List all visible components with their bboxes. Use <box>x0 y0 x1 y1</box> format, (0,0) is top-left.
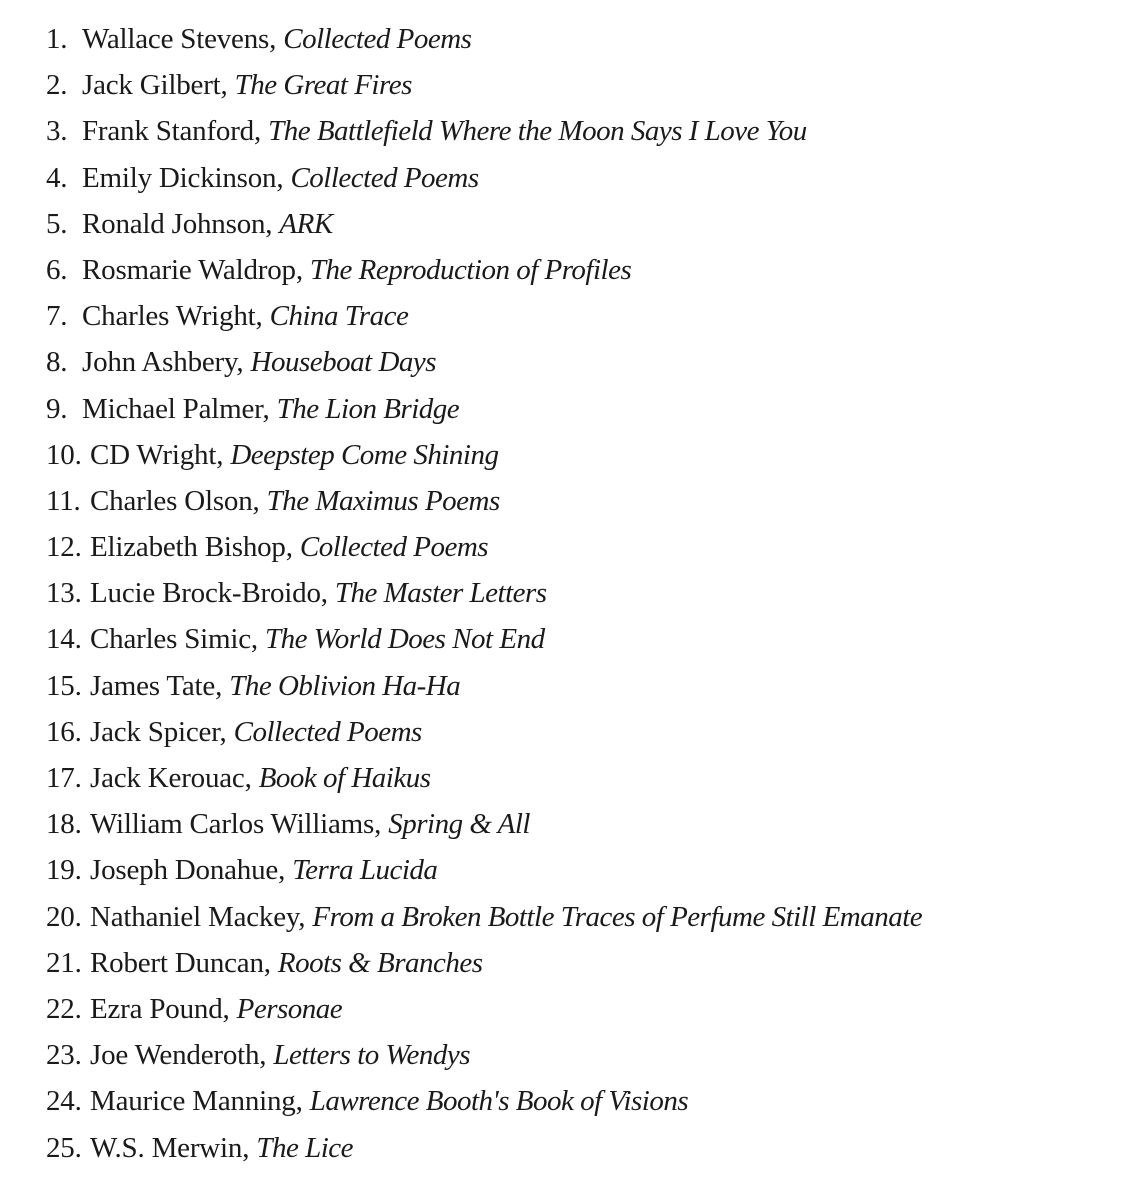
item-author: Emily Dickinson <box>82 161 277 194</box>
item-title: Collected Poems <box>290 161 479 194</box>
item-title: Personae <box>236 992 343 1025</box>
list-item: 2. Jack Gilbert, The Great Fires <box>46 62 1129 108</box>
item-number: 15. <box>46 669 82 702</box>
list-item: 25. W.S. Merwin, The Lice <box>46 1125 1129 1171</box>
list-item: 22. Ezra Pound, Personae <box>46 986 1129 1032</box>
item-number: 10. <box>46 438 82 471</box>
item-title: Book of Haikus <box>258 762 431 794</box>
item-title: From a Broken Bottle Traces of Perfume Still Emanate <box>312 900 923 933</box>
item-author: Joe Wenderoth <box>90 1039 260 1072</box>
list-item: 24. Maurice Manning, Lawrence Booth's Book of Visions <box>46 1078 1129 1124</box>
item-title: Deepstep Come Shining <box>230 438 499 471</box>
item-author: CD Wright <box>90 438 217 471</box>
item-author: Jack Gilbert <box>82 69 221 102</box>
item-title: The Maximus Poems <box>266 484 500 517</box>
item-number: 20. <box>46 900 82 933</box>
item-number: 11. <box>46 484 81 517</box>
item-number: 6. <box>46 253 68 286</box>
list-item: 8. John Ashbery, Houseboat Days <box>46 339 1129 385</box>
list-item: 16. Jack Spicer, Collected Poems <box>46 709 1129 755</box>
item-number: 3. <box>46 115 68 148</box>
list-item: 23. Joe Wenderoth, Letters to Wendys <box>46 1032 1129 1078</box>
list-item: 3. Frank Stanford, The Battlefield Where the Moon Says I Love You <box>46 108 1129 154</box>
item-number: 14. <box>46 623 82 656</box>
list-item: 5. Ronald Johnson, ARK <box>46 201 1129 247</box>
item-number: 9. <box>46 392 68 425</box>
item-title: ARK <box>279 207 333 240</box>
item-title: The Lion Bridge <box>276 392 460 425</box>
item-author: James Tate <box>90 669 216 702</box>
list-item: 20. Nathaniel Mackey, From a Broken Bottle Traces of Perfume Still Emanate <box>46 894 1129 940</box>
item-author: Maurice Manning <box>90 1085 296 1118</box>
item-author: Nathaniel Mackey <box>90 900 299 933</box>
item-author: Wallace Stevens <box>82 23 270 55</box>
item-title: Lawrence Booth's Book of Visions <box>309 1085 689 1118</box>
item-number: 4. <box>46 161 68 194</box>
item-number: 5. <box>46 207 68 240</box>
item-number: 8. <box>46 346 68 379</box>
item-number: 1. <box>46 23 68 55</box>
list-item: 1. Wallace Stevens, Collected Poems <box>46 16 1129 62</box>
list-item: 4. Emily Dickinson, Collected Poems <box>46 155 1129 201</box>
item-number: 25. <box>46 1131 82 1164</box>
item-number: 16. <box>46 715 82 748</box>
item-title: The Lice <box>256 1131 353 1164</box>
item-title: Roots & Branches <box>277 946 483 979</box>
item-number: 21. <box>46 946 82 979</box>
item-author: Elizabeth Bishop <box>90 531 286 564</box>
item-author: Joseph Donahue <box>90 854 279 887</box>
list-item: 13. Lucie Brock-Broido, The Master Letters <box>46 570 1129 616</box>
item-author: John Ashbery <box>82 346 237 379</box>
list-item: 17. Jack Kerouac, Book of Haikus <box>46 755 1129 801</box>
item-title: Houseboat Days <box>250 346 437 379</box>
item-number: 13. <box>46 577 82 610</box>
item-author: Jack Spicer <box>90 715 220 748</box>
item-number: 2. <box>46 69 68 102</box>
list-item: 18. William Carlos Williams, Spring & All <box>46 801 1129 847</box>
item-title: Collected Poems <box>283 23 472 55</box>
item-author: Charles Wright <box>82 300 256 333</box>
item-number: 23. <box>46 1039 82 1072</box>
item-number: 24. <box>46 1085 82 1118</box>
item-title: Collected Poems <box>233 715 422 748</box>
item-number: 22. <box>46 992 82 1025</box>
item-author: Rosmarie Waldrop <box>82 253 296 286</box>
item-author: Michael Palmer <box>82 392 263 425</box>
list-item: 21. Robert Duncan, Roots & Branches <box>46 940 1129 986</box>
item-author: W.S. Merwin <box>90 1131 243 1164</box>
item-author: Frank Stanford <box>82 115 254 148</box>
item-author: Jack Kerouac <box>90 762 245 794</box>
item-author: Charles Olson <box>90 484 253 517</box>
item-number: 18. <box>46 808 82 841</box>
item-title: Terra Lucida <box>292 854 438 887</box>
item-author: Ezra Pound <box>90 992 223 1025</box>
item-title: The Great Fires <box>234 69 412 102</box>
item-title: Letters to Wendys <box>273 1039 471 1072</box>
item-number: 19. <box>46 854 82 887</box>
item-number: 7. <box>46 300 68 333</box>
item-author: Lucie Brock-Broido <box>90 577 321 610</box>
item-author: Robert Duncan <box>90 946 264 979</box>
list-item: 14. Charles Simic, The World Does Not End <box>46 616 1129 662</box>
item-title: China Trace <box>269 300 409 333</box>
list-item: 10. CD Wright, Deepstep Come Shining <box>46 432 1129 478</box>
list-item: 6. Rosmarie Waldrop, The Reproduction of Profiles <box>46 247 1129 293</box>
list-item: 15. James Tate, The Oblivion Ha-Ha <box>46 663 1129 709</box>
item-number: 17. <box>46 762 82 794</box>
list-item: 11. Charles Olson, The Maximus Poems <box>46 478 1129 524</box>
item-author: William Carlos Williams <box>90 808 375 841</box>
item-author: Charles Simic <box>90 623 251 656</box>
item-title: Spring & All <box>388 808 530 841</box>
item-title: The World Does Not End <box>265 623 545 656</box>
list-item: 19. Joseph Donahue, Terra Lucida <box>46 847 1129 893</box>
item-title: The Oblivion Ha-Ha <box>229 669 461 702</box>
item-title: The Battlefield Where the Moon Says I Love You <box>268 115 807 148</box>
item-author: Ronald Johnson <box>82 207 266 240</box>
item-title: Collected Poems <box>299 531 489 564</box>
item-title: The Reproduction of Profiles <box>309 253 632 286</box>
list-item: 7. Charles Wright, China Trace <box>46 293 1129 339</box>
list-item: 12. Elizabeth Bishop, Collected Poems <box>46 524 1129 570</box>
item-number: 12. <box>46 531 82 564</box>
list-item: 9. Michael Palmer, The Lion Bridge <box>46 386 1129 432</box>
item-title: The Master Letters <box>334 577 547 610</box>
